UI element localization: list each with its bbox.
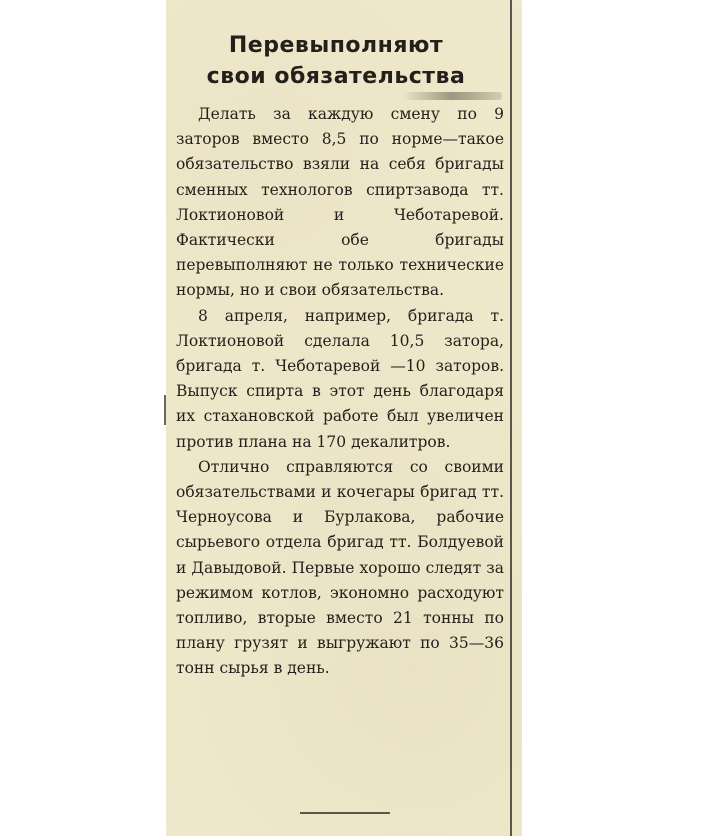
paragraph: Отлично справляются со своими обязательствами и кочегары бригад тт. Черноусова и Бурлакова, рабочие сырьевого отдела бригад тт. Болдуевой и Давыдовой. Первые хорошо следят за режимом котлов, экономно расходуют топливо, вторые вместо 21 тонны по плану грузят и выгружают по 35—36 тонн сырья в день. bbox=[176, 457, 504, 678]
headline-line-2: свои обязательства bbox=[206, 64, 466, 89]
article-headline bbox=[176, 30, 496, 92]
headline-line-1: Перевыполняют bbox=[228, 33, 444, 58]
paragraph: Делать за каждую смену по 9 заторов вместо 8,5 по норме—такое обязательство взяли на себя бригады сменных технологов спиртзавода тт. Локтионовой и Чеботаревой. Фактически обе бригады перевыполняют не только технические нормы, но и свои обязательства. bbox=[176, 105, 504, 300]
ink-smudge bbox=[402, 92, 502, 100]
paragraph: 8 апреля, например, бригада т. Локтионовой сделала 10,5 затора, бригада т. Чеботаревой —10 заторов. Выпуск спирта в этот день благодаря их стахановской работе был увеличен против плана на 170 декалитров. bbox=[176, 306, 504, 451]
end-rule bbox=[300, 812, 390, 814]
article-body bbox=[176, 102, 504, 682]
column-rule bbox=[510, 0, 512, 836]
column-rule-fragment bbox=[164, 395, 166, 425]
